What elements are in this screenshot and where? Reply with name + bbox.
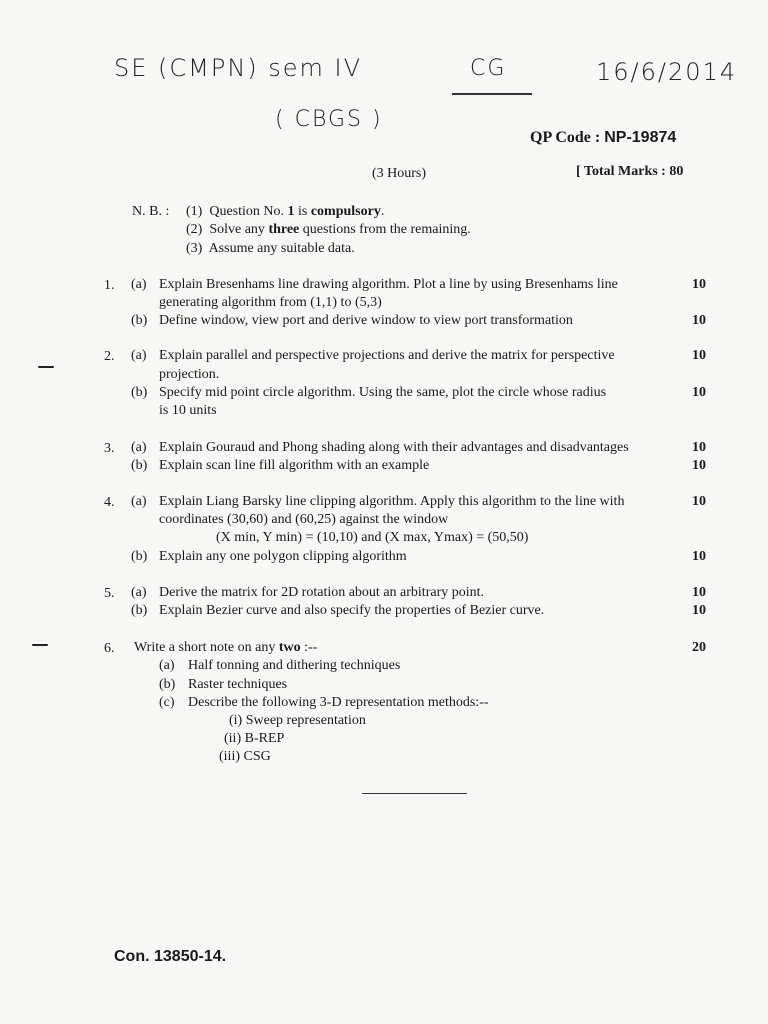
q4a-line1: Explain Liang Barsky line clipping algorithm. Apply this algorithm to the line with — [159, 494, 625, 509]
q5a-marks: 10 — [692, 585, 706, 600]
margin-mark — [32, 644, 48, 646]
q6-intro: Write a short note on any two :-- — [134, 640, 318, 655]
q1b-line1: Define window, view port and derive window to view port transformation — [159, 313, 573, 328]
q1b-label: (b) — [131, 313, 148, 328]
q4-number: 4. — [104, 495, 115, 510]
q6c-iii: (iii) CSG — [219, 749, 271, 764]
qp-code-value: NP-19874 — [604, 129, 677, 146]
nb-item-2: (2) Solve any three questions from the remaining. — [186, 222, 471, 237]
q6c-text: Describe the following 3-D representation methods:-- — [188, 695, 489, 710]
q3b-marks: 10 — [692, 458, 706, 473]
q6a-text: Half tonning and dithering techniques — [188, 658, 401, 673]
duration: (3 Hours) — [372, 166, 427, 181]
q1a-marks: 10 — [692, 277, 706, 292]
q4a-label: (a) — [131, 494, 147, 509]
handwritten-course: SE (CMPN) sem IV — [114, 54, 363, 82]
q2a-marks: 10 — [692, 348, 706, 363]
footer-con: Con. 13850-14. — [114, 948, 227, 965]
handwritten-scheme: ( CBGS ) — [275, 107, 383, 132]
q5a-label: (a) — [131, 585, 147, 600]
qp-code — [530, 129, 676, 147]
q6c-ii: (ii) B-REP — [224, 731, 285, 746]
q2b-line2: is 10 units — [159, 403, 217, 418]
q6a-label: (a) — [159, 658, 175, 673]
subject-underline — [452, 93, 532, 95]
q5a-line1: Derive the matrix for 2D rotation about an arbitrary point. — [159, 585, 485, 600]
q3a-label: (a) — [131, 440, 147, 455]
q1a-line1: Explain Bresenhams line drawing algorithm. Plot a line by using Bresenhams line — [159, 277, 618, 292]
q4a-line2: coordinates (30,60) and (60,25) against the window — [159, 512, 449, 527]
handwritten-date: 16/6/2014 — [596, 58, 738, 86]
q2b-label: (b) — [131, 385, 148, 400]
q4b-label: (b) — [131, 549, 148, 564]
q6b-label: (b) — [159, 677, 176, 692]
q1a-label: (a) — [131, 277, 147, 292]
q3a-line1: Explain Gouraud and Phong shading along with their advantages and disadvantages — [159, 440, 629, 455]
q3-number: 3. — [104, 441, 115, 456]
nb-label: N. B. : — [132, 204, 170, 219]
q5b-line1: Explain Bezier curve and also specify the properties of Bezier curve. — [159, 603, 545, 618]
q5b-marks: 10 — [692, 603, 706, 618]
q5b-label: (b) — [131, 603, 148, 618]
q4b-line1: Explain any one polygon clipping algorithm — [159, 549, 407, 564]
margin-mark — [38, 366, 54, 368]
q5-number: 5. — [104, 586, 115, 601]
q2a-label: (a) — [131, 348, 147, 363]
q2-number: 2. — [104, 349, 115, 364]
nb-item-3: (3) Assume any suitable data. — [186, 241, 355, 256]
q2b-marks: 10 — [692, 385, 706, 400]
end-rule — [362, 793, 467, 794]
q6c-i: (i) Sweep representation — [229, 713, 366, 728]
q2a-line1: Explain parallel and perspective projections and derive the matrix for perspective — [159, 348, 615, 363]
q1b-marks: 10 — [692, 313, 706, 328]
nb-item-1: (1) Question No. 1 is compulsory. — [186, 204, 385, 219]
q3a-marks: 10 — [692, 440, 706, 455]
q4a-line3: (X min, Y min) = (10,10) and (X max, Ymax) = (50,50) — [216, 530, 529, 545]
q6b-text: Raster techniques — [188, 677, 288, 692]
q6-number: 6. — [104, 641, 115, 656]
q4b-marks: 10 — [692, 549, 706, 564]
q4a-marks: 10 — [692, 494, 706, 509]
q3b-line1: Explain scan line fill algorithm with an example — [159, 458, 430, 473]
total-marks: [ Total Marks : 80 — [576, 164, 684, 179]
q1-number: 1. — [104, 278, 115, 293]
q6c-label: (c) — [159, 695, 175, 710]
q1a-line2: generating algorithm from (1,1) to (5,3) — [159, 295, 382, 310]
q6-marks: 20 — [692, 640, 706, 655]
q2a-line2: projection. — [159, 367, 220, 382]
qp-code-label: QP Code : — [530, 129, 601, 146]
q3b-label: (b) — [131, 458, 148, 473]
q2b-line1: Specify mid point circle algorithm. Using the same, plot the circle whose radius — [159, 385, 607, 400]
handwritten-subject: CG — [470, 56, 507, 81]
